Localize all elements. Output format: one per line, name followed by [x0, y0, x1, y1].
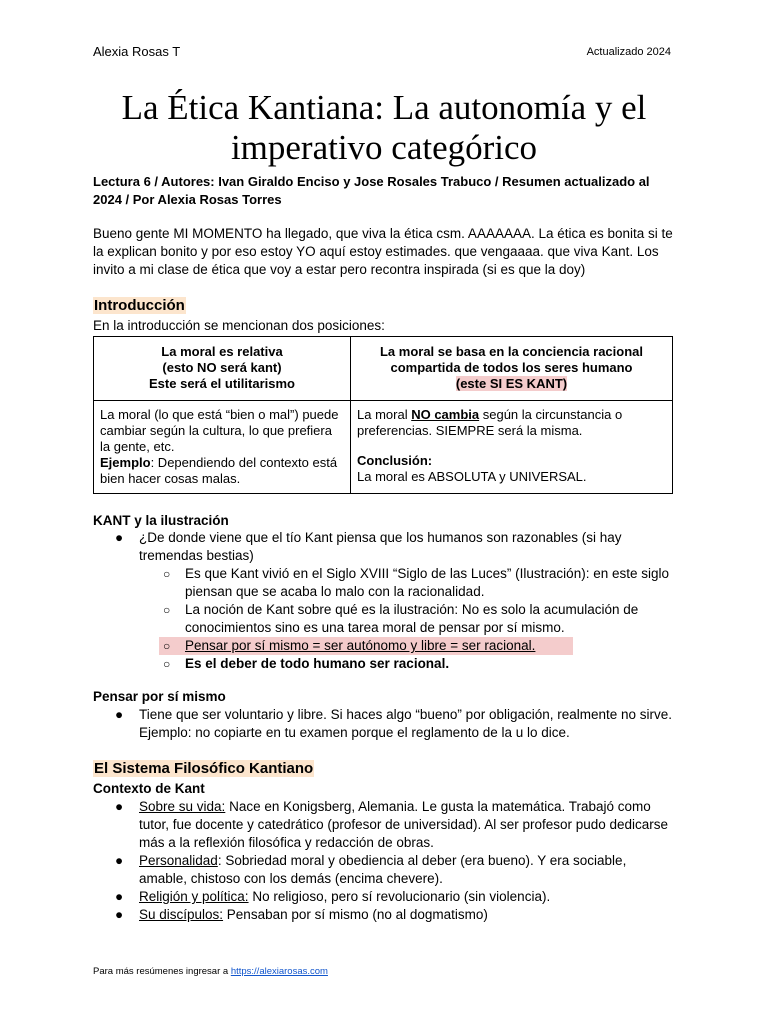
footer-text: Para más resúmenes ingresar a — [93, 966, 231, 977]
text-part: La moral — [357, 407, 412, 422]
list-item — [93, 706, 673, 742]
list-item — [93, 888, 673, 906]
sub-list-item — [93, 655, 673, 673]
table-body-kant — [351, 401, 673, 494]
text-part: según la circunstancia o preferencias. SIEMPRE será la misma. — [357, 407, 623, 438]
spacer — [357, 439, 667, 453]
sub-list-item — [93, 565, 673, 601]
positions-table — [93, 336, 673, 494]
sub-list-item-highlighted — [159, 637, 573, 655]
no-cambia-emphasis: NO cambia — [411, 407, 480, 422]
section-heading-sistema — [93, 759, 314, 779]
list-item-text: Nace en Konigsberg, Alemania. Le gusta la matemática. Trabajó como tutor, fue docente y catedrático (profesor de universidad). Al ser profesor pudo dedicarse más a la reflexión filosófica y redacción de obras. — [139, 799, 669, 850]
hollow-bullet-icon: ○ — [163, 567, 171, 581]
conclusion-text: La moral es ABSOLUTA y UNIVERSAL. — [357, 469, 587, 484]
list-item-text: : Sobriedad moral y obediencia al deber (era bueno). Y era sociable, amable, chistoso con los demás (encima chevere). — [139, 853, 627, 886]
heading-text: El Sistema Filosófico Kantiano — [94, 760, 314, 777]
head-line: Este será el utilitarismo — [149, 376, 295, 391]
sub-list-item — [93, 601, 673, 637]
bullet-icon: ● — [115, 799, 124, 814]
heading-kant-ilustracion: KANT y la ilustración — [93, 513, 229, 528]
list-item-text: Es el deber de todo humano ser racional. — [185, 656, 450, 671]
list-item-text: Pensaban por sí mismo (no al dogmatismo) — [223, 907, 488, 922]
document-subtitle: Lectura 6 / Autores: Ivan Giraldo Enciso y Jose Rosales Trabuco / Resumen actualizado al 2024 / Por Alexia Rosas Torres — [93, 174, 650, 207]
head-line: La moral es relativa — [161, 344, 283, 359]
head-line: La moral se basa en la conciencia racional — [379, 344, 643, 359]
body-text: La moral (lo que está “bien o mal”) puede cambiar según la cultura, lo que prefiera la gente, etc. — [100, 407, 339, 454]
hollow-bullet-icon: ○ — [163, 603, 171, 617]
hollow-bullet-icon: ○ — [163, 657, 171, 671]
page-header — [93, 44, 671, 62]
list-item-label: Religión y política: — [139, 889, 249, 904]
intro-paragraph: Bueno gente MI MOMENTO ha llegado, que viva la ética csm. AAAAAAA. La ética es bonita si te la explican bonito y por eso estoy YO aquí estoy estimades. que vengaaaa. que viva Kant. Los invito a mi clase de ética que voy a estar pero recontra inspirada (si es que la doy) — [93, 226, 673, 277]
bullet-icon: ● — [115, 707, 124, 722]
bullet-icon: ● — [115, 853, 124, 868]
pensar-list — [93, 706, 673, 742]
example-text: : Dependiendo del contexto está bien hacer cosas malas. — [100, 455, 338, 486]
list-item-text: Es que Kant vivió en el Siglo XVIII “Siglo de las Luces” (Ilustración): en este siglo piensan que se acaba lo malo con la racionalidad. — [185, 566, 669, 599]
bullet-icon: ● — [115, 889, 124, 904]
footer-link[interactable]: https://alexiarosas.com — [230, 966, 328, 977]
heading-pensar: Pensar por sí mismo — [93, 689, 226, 704]
list-item-text: Pensar por sí mismo = ser autónomo y libre = ser racional. — [185, 638, 536, 653]
kant-ilustracion-list — [93, 529, 673, 673]
contexto-list — [93, 798, 673, 924]
header-author: Alexia Rosas T — [93, 44, 181, 59]
example-line — [100, 455, 345, 487]
table-body-relative — [94, 401, 351, 494]
list-item — [93, 798, 673, 852]
example-label: Ejemplo — [100, 455, 151, 470]
list-item-text: La noción de Kant sobre qué es la ilustración: No es solo la acumulación de conocimientos sino es una tarea moral de pensar por sí mismo. — [185, 602, 639, 635]
page-footer — [93, 966, 328, 977]
kant-highlight: (este SI ES KANT) — [455, 376, 568, 391]
introduccion-text: En la introducción se mencionan dos posiciones: — [93, 318, 385, 333]
section-heading-introduccion — [93, 296, 186, 316]
list-item — [93, 529, 673, 565]
table-head-relative — [94, 337, 351, 401]
list-item-label: Su discípulos: — [139, 907, 224, 922]
document-title: La Ética Kantiana: La autonomía y el imperativo categórico — [121, 88, 647, 167]
header-updated: Actualizado 2024 — [586, 46, 671, 58]
list-item — [93, 906, 673, 924]
head-line: compartida de todos los seres humano — [390, 360, 633, 375]
hollow-bullet-icon: ○ — [163, 639, 171, 653]
list-item-label: Personalidad — [139, 853, 218, 868]
list-item-text: Tiene que ser voluntario y libre. Si haces algo “bueno” por obligación, realmente no sirve. Ejemplo: no copiarte en tu examen porque el reglamento de la u lo dice. — [139, 707, 673, 740]
conclusion-label: Conclusión: — [357, 453, 433, 468]
table-head-kant — [351, 337, 673, 401]
list-item-label: Sobre su vida: — [139, 799, 226, 814]
list-item-text: ¿De donde viene que el tío Kant piensa que los humanos son razonables (si hay tremendas bestias) — [139, 530, 622, 563]
list-item — [93, 852, 673, 888]
list-item-text: No religioso, pero sí revolucionario (sin violencia). — [248, 889, 551, 904]
bullet-icon: ● — [115, 530, 124, 545]
body-text — [357, 407, 667, 439]
head-line: (esto NO será kant) — [162, 360, 282, 375]
bullet-icon: ● — [115, 907, 124, 922]
heading-contexto: Contexto de Kant — [93, 781, 205, 796]
head-line-highlighted — [356, 376, 667, 392]
heading-text: Introducción — [94, 297, 185, 314]
